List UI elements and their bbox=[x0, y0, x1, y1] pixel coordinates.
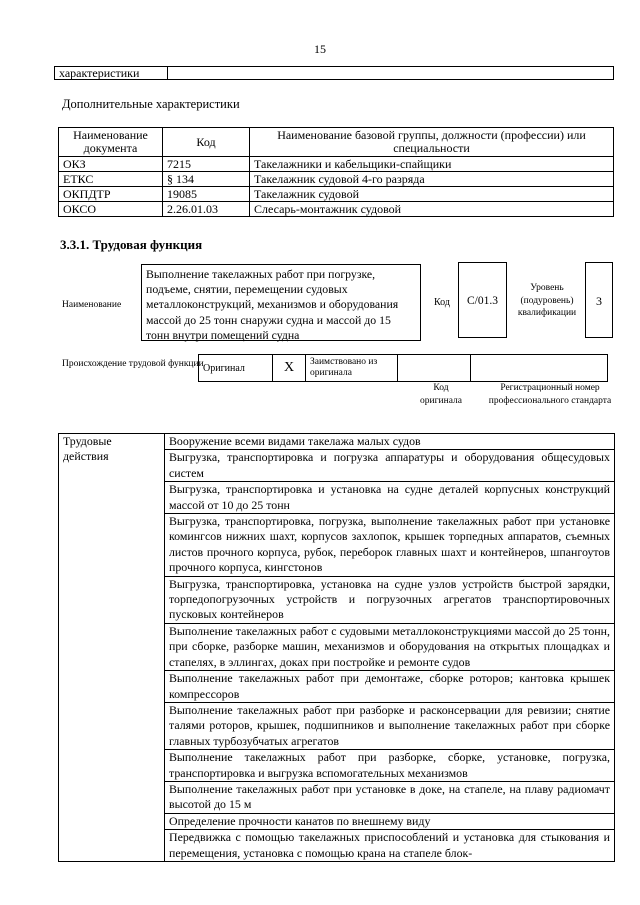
table-row bbox=[59, 202, 614, 217]
origin-label: Происхождение трудовой функции bbox=[62, 359, 204, 369]
labor-action-item: Определение прочности канатов по внешнему виду bbox=[165, 813, 615, 829]
labor-action-item: Выгрузка, транспортировка, погрузка, выполнение такелажных работ при установке комингсов нижних шахт, корпусов захлопок, крышек торпедных аппаратов, съемных листов прочного корпуса, рубок, переборок главных шахт и контейнеров, шпангоутов прочного корпуса, кингстонов bbox=[165, 514, 615, 577]
labor-action-item: Вооружение всеми видами такелажа малых судов bbox=[165, 434, 615, 450]
cell-name: Такелажники и кабельщики-спайщики bbox=[250, 157, 614, 172]
function-name-box: Выполнение такелажных работ при погрузке, подъеме, снятии, перемещении судовых металлоконструкций, механизмов и оборудования массой до 25 тонн снаружи судна и массой до 15 тонн внутри помещений судна bbox=[141, 264, 421, 341]
cell-document: ЕТКС bbox=[59, 172, 163, 187]
labor-action-item: Передвижка с помощью такелажных приспособлений и установка для стыкования и перемещения, установка с помощью крана на стапеле блок- bbox=[165, 830, 615, 862]
cell-code: 7215 bbox=[163, 157, 250, 172]
labor-action-item: Выполнение такелажных работ при демонтаже, сборке роторов; кантовка крышек компрессоров bbox=[165, 671, 615, 703]
reg-number-label: Регистрационный номер профессионального стандарта bbox=[488, 383, 612, 406]
additional-characteristics-table bbox=[58, 127, 614, 217]
name-label: Наименование bbox=[62, 300, 122, 310]
cell-code: 2.26.01.03 bbox=[163, 202, 250, 217]
additional-characteristics-title: Дополнительные характеристики bbox=[62, 97, 240, 111]
code-original-cell bbox=[398, 355, 471, 382]
cell-document: ОКПДТР bbox=[59, 187, 163, 202]
labor-action-item: Выгрузка, транспортировка и погрузка аппаратуры и оборудования общесудовых систем bbox=[165, 450, 615, 482]
origin-table bbox=[198, 354, 608, 382]
reg-number-cell bbox=[471, 355, 608, 382]
labor-action-item: Выгрузка, транспортировка, установка на судне узлов устройств быстрой зарядки, торпедопогрузочных устройств и погрузочных агрегатов транспортировочных пусковых контейнеров bbox=[165, 576, 615, 623]
cell-document: ОКСО bbox=[59, 202, 163, 217]
level-label: Уровень (подуровень) квалификации bbox=[517, 283, 577, 318]
header-code: Код bbox=[163, 128, 250, 157]
code-label: Код bbox=[434, 297, 450, 308]
cell-name: Такелажник судовой bbox=[250, 187, 614, 202]
labor-action-item: Выполнение такелажных работ при разборке и расконсервации для ревизии; снятие талями роторов, крышек, подшипников и выполнение такелажных работ при сборке главных турбозубчатых агрегатов bbox=[165, 702, 615, 749]
table-row bbox=[59, 172, 614, 187]
code-value-box: С/01.3 bbox=[458, 262, 507, 338]
cell-name: Такелажник судовой 4-го разряда bbox=[250, 172, 614, 187]
table-row bbox=[59, 434, 615, 450]
labor-actions-label: Трудовые действия bbox=[59, 434, 165, 862]
labor-action-item: Выполнение такелажных работ с судовыми металлоконструкциями массой до 25 тонн, при сборке, разборке машин, механизмов и оборудования на открытых площадках и стапелях, в эллингах, доках при постройке и ремонте судов bbox=[165, 623, 615, 670]
characteristics-label: характеристики bbox=[55, 67, 168, 80]
section-title: 3.3.1. Трудовая функция bbox=[60, 237, 203, 252]
cell-name: Слесарь-монтажник судовой bbox=[250, 202, 614, 217]
page-number: 15 bbox=[314, 42, 326, 56]
cell-document: ОКЗ bbox=[59, 157, 163, 172]
header-document: Наименование документа bbox=[59, 128, 163, 157]
labor-action-item: Выгрузка, транспортировка и установка на судне деталей корпусных конструкций массой от 10 до 25 тонн bbox=[165, 482, 615, 514]
table-row bbox=[59, 187, 614, 202]
characteristics-table bbox=[54, 66, 614, 80]
borrowed-label: Заимствовано из оригинала bbox=[306, 355, 398, 382]
labor-actions-table bbox=[58, 433, 615, 862]
characteristics-value bbox=[168, 67, 614, 80]
table-row bbox=[59, 157, 614, 172]
header-group-name: Наименование базовой группы, должности (профессии) или специальности bbox=[250, 128, 614, 157]
original-label: Оригинал bbox=[199, 355, 273, 382]
labor-action-item: Выполнение такелажных работ при разборке, сборке, установке, погрузка, транспортировка и выгрузка вспомогательных механизмов bbox=[165, 750, 615, 782]
level-value-box: 3 bbox=[585, 262, 613, 338]
code-original-label: Код оригинала bbox=[420, 383, 462, 406]
cell-code: 19085 bbox=[163, 187, 250, 202]
original-mark: X bbox=[273, 355, 306, 382]
labor-action-item: Выполнение такелажных работ при установке в доке, на стапеле, на плаву радиомачт высотой до 15 м bbox=[165, 781, 615, 813]
cell-code: § 134 bbox=[163, 172, 250, 187]
